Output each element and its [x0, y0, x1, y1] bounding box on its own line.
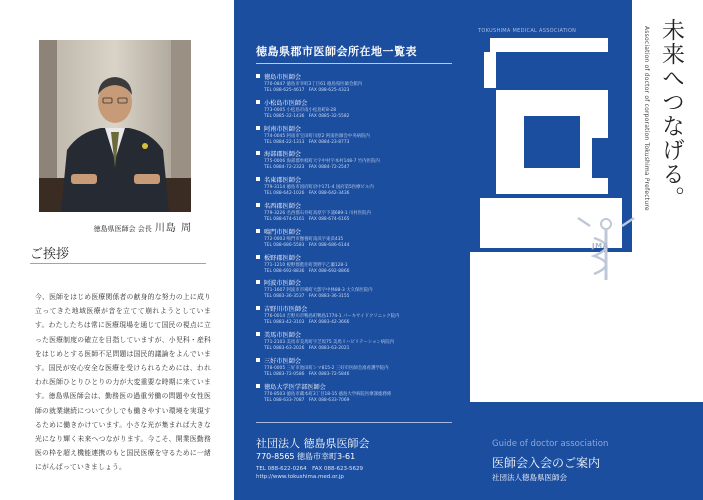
- directory-entry: [256, 150, 456, 176]
- bullet-square-icon: [256, 280, 260, 284]
- org-name: 社団法人 徳島県医師会: [256, 437, 370, 450]
- entry-name: [256, 383, 456, 392]
- org-contact: TEL 088-622-0264 FAX 088-623-5629: [256, 466, 364, 472]
- directory-entry: [256, 125, 456, 151]
- directory-entry: [256, 202, 456, 228]
- cover-english-tagline: TOKUSHIMA MEDICAL ASSOCIATION: [478, 28, 577, 34]
- directory-entry: [256, 99, 456, 125]
- entry-name-text: 吉野川市医師会: [264, 306, 308, 314]
- bullet-square-icon: [256, 126, 260, 130]
- entry-name: [256, 357, 456, 366]
- cover-subline: Association of doctor of corporation Tokushima Prefecture: [643, 26, 650, 211]
- entry-phone: TEL 088-686-5583 FAX 088-686-6144: [264, 242, 350, 248]
- entry-address: 771-1607 阿波市市場町大影字中林88-3 大久保医院内: [264, 288, 373, 294]
- entry-name-text: 美馬市医師会: [264, 331, 302, 339]
- caption-name: 川島 周: [154, 223, 192, 234]
- entry-name: [256, 99, 456, 108]
- entry-name: [256, 202, 456, 211]
- org-address: 770-8565 徳島市幸町3-61: [256, 452, 356, 461]
- entry-address: 770-0847 徳島市幸町3丁目61 徳島県医師会館内: [264, 82, 363, 87]
- guide-organization: 社団法人徳島県医師会: [492, 473, 567, 482]
- bullet-square-icon: [256, 229, 260, 233]
- entry-phone: TEL 088-692-8836 FAX 088-692-8866: [264, 268, 350, 274]
- bullet-square-icon: [256, 74, 260, 78]
- directory-divider: [256, 63, 452, 64]
- cover-footer-block: [470, 402, 703, 500]
- bullet-square-icon: [256, 203, 260, 207]
- guide-japanese-title: 医師会入会のご案内: [492, 456, 601, 470]
- entry-address: 771-1210 板野郡藍住町奥野字乙瀬128-1: [264, 262, 348, 268]
- entry-name: [256, 254, 456, 263]
- bullet-square-icon: [256, 384, 260, 388]
- entry-address: 774-0045 阿南市宝田町川原2 阿南医師会中央病院内: [264, 133, 370, 139]
- entry-address: 778-0005 三好市池田町シマ815-2 三好市医師会准看護学院内: [264, 365, 389, 371]
- bullet-square-icon: [256, 306, 260, 310]
- entry-phone: TEL 0884-72-2323 FAX 0884-72-2547: [264, 165, 350, 171]
- directory-list: [256, 73, 456, 408]
- entry-phone: TEL 0883-36-3537 FAX 0883-36-3155: [264, 294, 350, 300]
- org-url[interactable]: http://www.tokushima.med.or.jp: [256, 474, 344, 480]
- bullet-square-icon: [256, 177, 260, 181]
- entry-address: 775-0006 海部郡牟岐町大字中村字本村148-7 竹内医院内: [264, 159, 380, 165]
- directory-title: 徳島県郡市医師会所在地一覧表: [256, 45, 417, 58]
- entry-name-text: 三好市医師会: [264, 357, 302, 365]
- cover-headline: 未来へつなげる。: [658, 18, 684, 210]
- directory-panel: [234, 0, 470, 500]
- president-portrait-image: [39, 40, 191, 212]
- entry-phone: TEL 0883-72-0586 FAX 0883-72-5846: [264, 371, 350, 377]
- bullet-square-icon: [256, 358, 260, 362]
- entry-address: 776-0014 吉野川市鴨島町鴨島1774-1 パーキサイドクリニック院内: [264, 314, 400, 320]
- entry-name-text: 徳島市医師会: [264, 74, 302, 81]
- directory-entry: [256, 228, 456, 254]
- cover-panel: [470, 0, 703, 500]
- entry-name-text: 海部郡医師会: [264, 151, 302, 159]
- entry-name: [256, 305, 456, 314]
- greeting-divider: [30, 263, 206, 264]
- entry-name-text: 徳島大学医学部医師会: [264, 383, 326, 391]
- entry-phone: TEL 088-674-6161 FAX 088-674-6165: [264, 216, 350, 222]
- entry-address: 779-3114 徳島市国府町府中171-4 国府第5医療ビル内: [264, 185, 374, 191]
- directory-entry: [256, 383, 456, 409]
- footer-divider: [256, 422, 452, 423]
- entry-address: 779-3226 名西郡石井町高原字下浦689-1 川村医院内: [264, 210, 371, 216]
- entry-phone: TEL 0883-42-3103 FAX 0883-42-3666: [264, 320, 350, 326]
- bullet-square-icon: [256, 100, 260, 104]
- greeting-body: 今、医師をはじめ医療関係者の献身的な努力の上に成り立ってきた地域医療が音を立てて崩れようとしています。わたしたちは常に医療現場を通じて国民の視点に立った医療制度の確立を目指していますが、小児科・産科をはじめとする医師不足問題は国民的議論をよんでいます。国民が安心安全な医療を受けられるためには、われわれ医師ひとりひとりの力が大変重要な時期に来ています。徳島県医師会は、勤務医の過重労働の問題や女性医師の就業継続について少しでも働きやすい環境を実現するために働きかけています。小さな光が集まれば大きな光になり輝く未来へつながります。今こそ、開業医勤務医の枠を超え機能連携のもと国民医療を守るために一緒にがんばっていきましょう。: [35, 293, 211, 472]
- entry-phone: TEL 0883-63-2026 FAX 0883-63-2021: [264, 345, 350, 351]
- entry-address: 772-0003 鳴門市撫養町南浜字東浜435: [264, 236, 344, 242]
- entry-name-text: 板野郡医師会: [264, 254, 302, 262]
- cover-blue-block: [470, 0, 632, 252]
- entry-name-text: 名東郡医師会: [264, 177, 302, 185]
- entry-name-text: 阿南市医師会: [264, 125, 302, 133]
- entry-name: [256, 73, 456, 82]
- entry-phone: TEL 088-625-4617 FAX 088-625-4323: [264, 88, 350, 93]
- president-photo: [39, 40, 191, 212]
- caption-title: 徳島県医師会 会長: [93, 225, 152, 233]
- entry-name-text: 鳴門市医師会: [264, 228, 302, 236]
- entry-phone: TEL 088-642-1026 FAX 088-642-3436: [264, 191, 350, 197]
- directory-entry: [256, 176, 456, 202]
- entry-name-text: 名西郡医師会: [264, 202, 302, 210]
- greeting-panel: [0, 0, 234, 500]
- guide-english-title: Guide of doctor association: [492, 439, 609, 449]
- entry-phone: TEL 088-633-7087 FAX 088-633-7069: [264, 397, 350, 403]
- entry-name: [256, 331, 456, 340]
- entry-name: [256, 176, 456, 185]
- entry-phone: TEL 0884-22-1313 FAX 0884-23-8773: [264, 139, 350, 145]
- entry-address: 770-8503 徳島市蔵本町3丁目18-15 徳島大学病院医療課総務係: [264, 391, 392, 397]
- directory-entry: [256, 357, 456, 383]
- entry-address: 771-2103 美馬市美馬町字芝坂75 美馬リハビリテーション病院内: [264, 339, 395, 345]
- bullet-square-icon: [256, 255, 260, 259]
- logo-text: JMA: [592, 242, 609, 250]
- directory-entry: [256, 305, 456, 331]
- entry-name: [256, 228, 456, 237]
- entry-name: [256, 125, 456, 134]
- directory-entry: [256, 254, 456, 280]
- entry-name-text: 小松島市医師会: [264, 99, 308, 107]
- directory-entry: [256, 279, 456, 305]
- directory-entry: [256, 331, 456, 357]
- entry-phone: TEL 0885-32-1436 FAX 0885-32-5582: [264, 113, 350, 119]
- greeting-heading: ご挨拶: [30, 247, 70, 262]
- bullet-square-icon: [256, 151, 260, 155]
- entry-name-text: 阿波市医師会: [264, 280, 302, 288]
- directory-entry: [256, 73, 456, 99]
- bullet-square-icon: [256, 332, 260, 336]
- photo-caption: [30, 219, 192, 234]
- entry-address: 773-0005 小松島市南小松島町8-28: [264, 107, 337, 113]
